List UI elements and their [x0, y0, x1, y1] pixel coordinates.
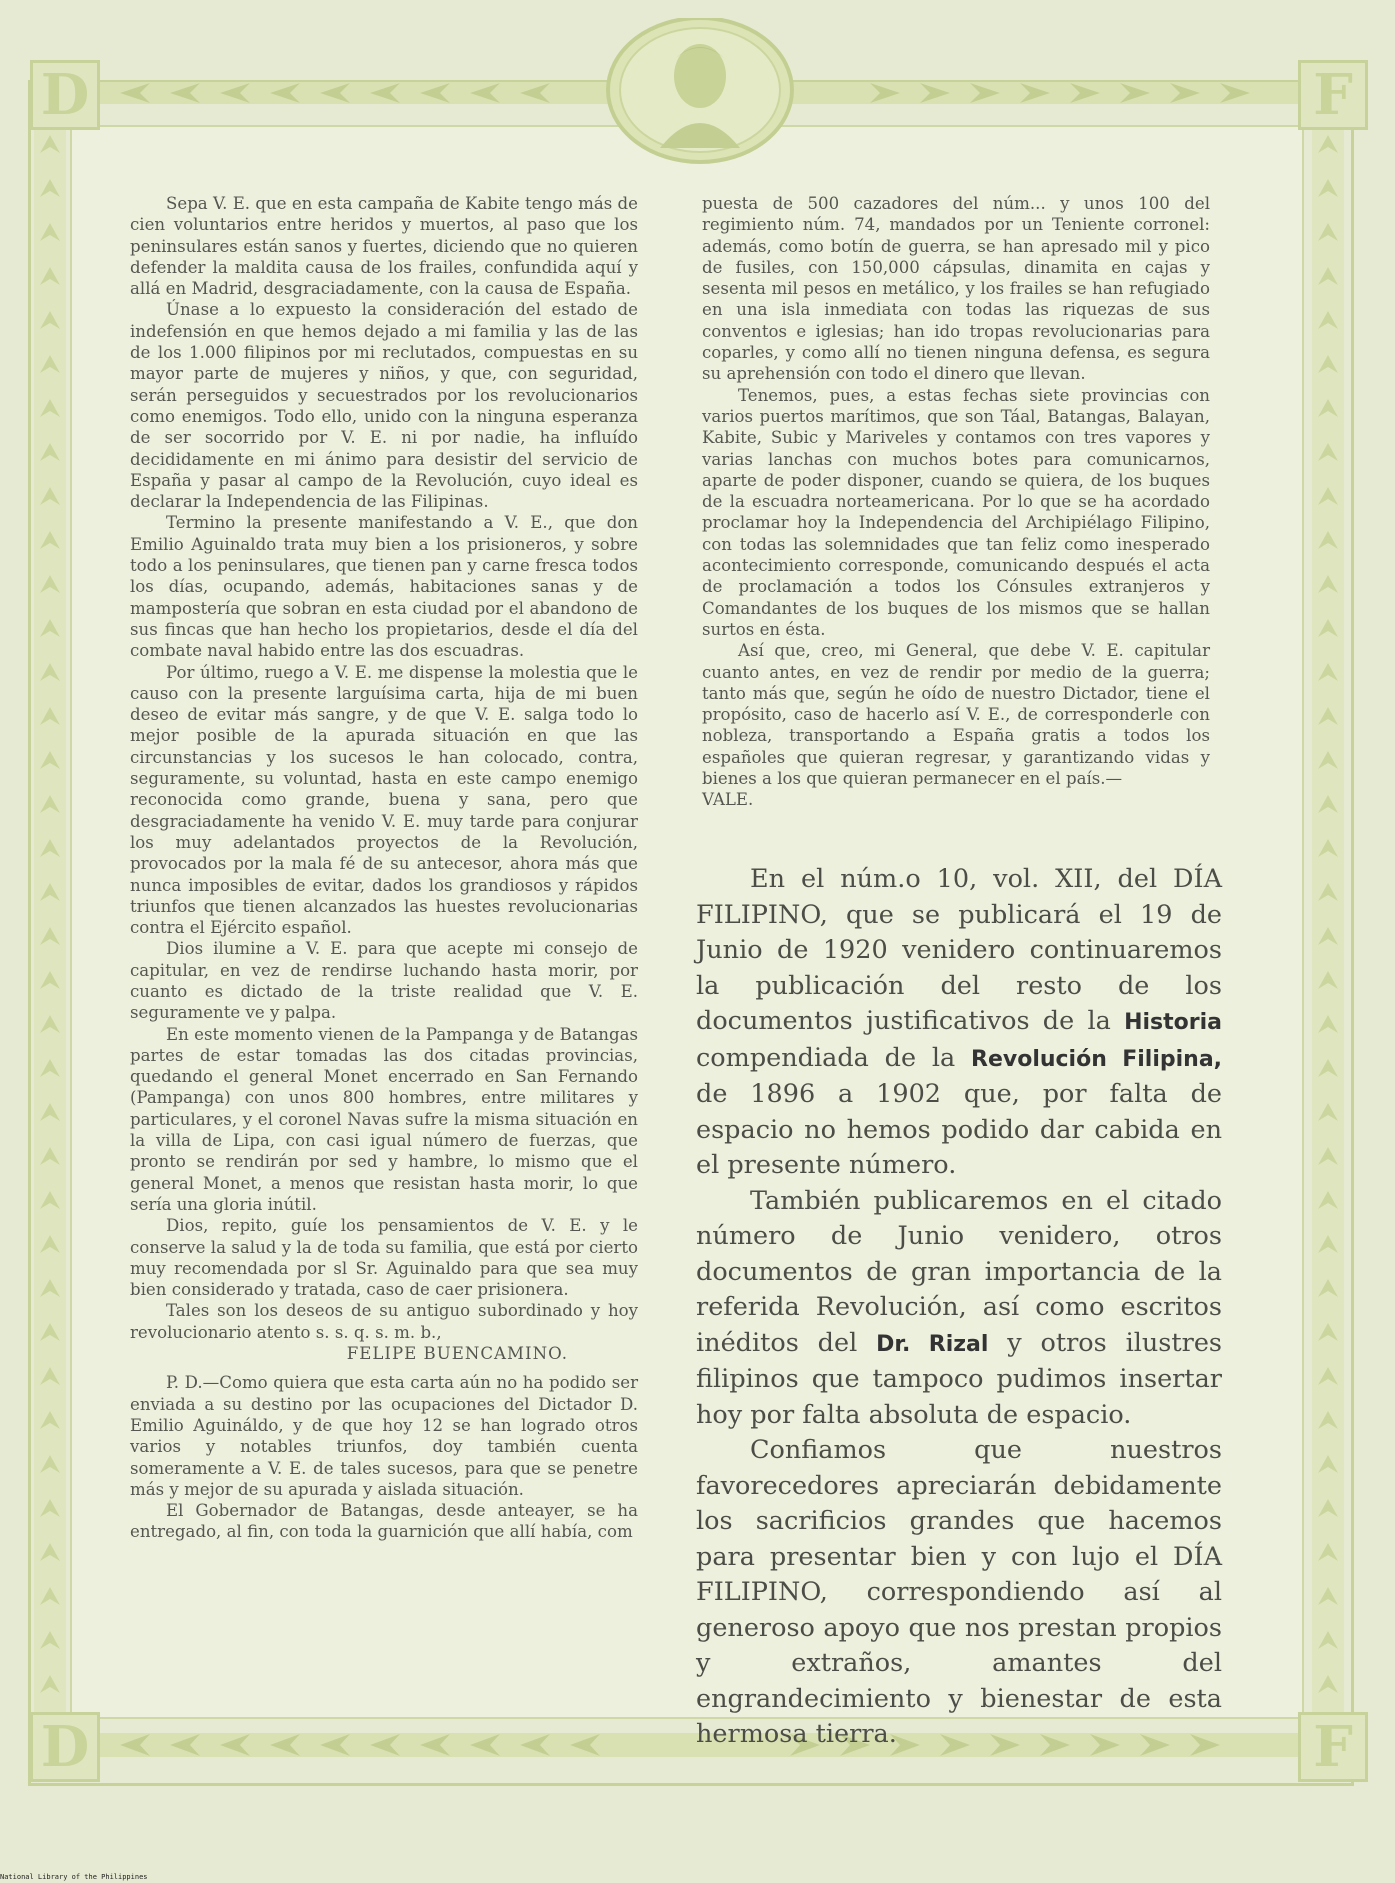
paragraph: Únase a lo expuesto la consideración del estado de indefensión en que hemos dejado a mi familia y las de las de los 1.000 filipinos por mi reclutados, compuestas en su mayor parte de mujeres y niños, y que, con seguridad, serán perseguidos y secuestrados por los revolucionarios como enemigos. Todo ello, unido con la ninguna esperanza de ser socorrido por V. E. ni por nadie, ha influído decididamente en mi ánimo para desistir del servicio de España y pasar al campo de la Revolución, cuyo ideal es declarar la Independencia de las Filipinas. — [130, 300, 638, 512]
portrait-icon — [600, 18, 800, 168]
notice-bold-text: Historia — [1124, 1010, 1222, 1035]
paragraph: Sepa V. E. que en esta campaña de Kabite tengo más de cien voluntarios entre heridos y muertos, al paso que los peninsulares están sanos y fuertes, diciendo que no quieren defender la maldita causa de los frailes, confundida aquí y allá en Madrid, desgraciadamente, con la causa de España. — [130, 194, 638, 299]
library-credit: National Library of the Philippines — [0, 1873, 148, 1881]
paragraph: Tales son los deseos de su antiguo subordinado y hoy revolucionario atento s. s. q. s. m. b., — [130, 1301, 638, 1342]
paragraph: Dios ilumine a V. E. para que acepte mi consejo de capitular, en vez de rendirse luchando hasta morir, por cuanto es dictado de la triste realidad que V. E. seguramente ve y palpa. — [130, 939, 638, 1023]
postscript-paragraph: El Gobernador de Batangas, desde anteayer, se ha entregado, al fin, con toda la guarnición que allí había, com — [130, 1501, 638, 1542]
paragraph: En este momento vienen de la Pampanga y de Batangas partes de estar tomadas las dos citadas provincias, quedando el general Monet encerrado en San Fernando (Pampanga) con unos 800 hombres, entre militares y particulares, y el coronel Navas sufre la misma situación en la villa de Lipa, con casi igual número de fuerzas, que pronto se rendirán por sed y hambre, lo mismo que el general Monet, a menos que resistan hasta morir, lo que sería una gloria inútil. — [130, 1024, 638, 1214]
right-text-column — [702, 193, 1210, 811]
paragraph: Tenemos, pues, a estas fechas siete provincias con varios puertos marítimos, que son Táal, Batangas, Balayan, Kabite, Subic y Mariveles y contamos con tres vapores y varias lanchas con muchos botes para comunicarnos, aparte de poder disponer, cuando se quiera, de los buques de la escuadra norteamericana. Por lo que se ha acordado proclamar hoy la Independencia del Archipiélago Filipino, con todas las solemnidades que tan feliz como inesperado acontecimiento corresponde, comunicando después el acta de proclamación a todos los Cónsules extranjeros y Comandantes de los buques de los mismos que se hallan surtos en ésta. — [702, 385, 1210, 639]
notice-text: compendiada de la — [696, 1042, 956, 1073]
paragraph: Por último, ruego a V. E. me dispense la molestia que le causo con la presente larguísima carta, hija de mi buen deseo de evitar más sangre, y de que V. E. salga todo lo mejor posible de la apurada situación en que las circunstancias y los sucesos le han colocado, contra, seguramente, su voluntad, hasta en este campo enemigo reconocida como grande, buena y sana, pero que desgraciadamente ha venido V. E. muy tarde para conjurar los muy adelantados proyectos de la Revolución, provocados por la mala fé de su antecesor, ahora más que nunca imposibles de evitar, dados los grandiosos y rápidos triunfos que tienen alcanzados las huestes revolucionarias contra el Ejército español. — [130, 662, 638, 938]
signature: FELIPE BUENCAMINO. — [346, 1344, 568, 1364]
notice-text: En el núm.o 10, vol. XII, del DÍA FILIPINO, que se publicará el 19 de Junio de 1920 venidero continuaremos la publicación del resto de los documentos justificativos de la — [696, 864, 1222, 1036]
paragraph: Así que, creo, mi General, que debe V. E. capitular cuanto antes, en vez de rendir por medio de la guerra; tanto más que, según he oído de nuestro Dictador, tiene el propósito, caso de hacerlo así V. E., de corresponderle con nobleza, transportando a España gratis a todos los españoles que quieran regresar, y garantizando vidas y bienes a los que quieran permanecer en el país.— — [702, 641, 1210, 789]
paragraph: Termino la presente manifestando a V. E., que don Emilio Aguinaldo trata muy bien a los prisioneros, y sobre todo a los peninsulares, que tienen pan y carne fresca todos los días, ocupando, además, habitaciones sanas y de mampostería que sobran en esta ciudad por el abandono de sus fincas que han hecho los propietarios, desde el día del combate naval habido entre las dos escuadras. — [130, 513, 638, 661]
notice-text: También publicaremos en el citado número de Junio venidero, otros documentos de gran importancia de la referida Revolución, así como escritos inéditos del — [696, 1185, 1222, 1358]
notice-text: y otros ilustres filipinos que tampoco pudimos insertar hoy por falta absoluta de espacio. — [696, 1327, 1222, 1430]
corner-letter-f-bottom: F — [1298, 1712, 1368, 1782]
publication-notice — [696, 862, 1222, 1753]
laurel-vertical-icon — [30, 125, 70, 1715]
right-laurel-strip — [1308, 125, 1348, 1715]
notice-text: de 1896 a 1902 que, por falta de espacio no hemos podido dar cabida en el presente número. — [696, 1079, 1222, 1180]
portrait-medallion — [600, 18, 800, 168]
left-text-column — [130, 193, 638, 1543]
postscript-paragraph: P. D.—Como quiera que esta carta aún no ha podido ser enviada a su destino por las ocupaciones del Dictador D. Emilio Aguináldo, y de que hoy 12 se han logrado otros varios y notables triunfos, doy también cuenta someramente a V. E. de tales sucesos, para que se penetre más y mejor de su apurada y aislada situación. — [130, 1373, 638, 1499]
notice-paragraph — [696, 1184, 1222, 1434]
corner-letter-d: D — [30, 60, 100, 130]
notice-paragraph: Confiamos que nuestros favorecedores apreciarán debidamente los sacrificios grandes que hacemos para presentar bien y con lujo el DÍA FILIPINO, correspondiendo así al generoso apoyo que nos prestan propios y extraños, amantes del engrandecimiento y bienestar de esta hermosa tierra. — [696, 1435, 1222, 1749]
paragraph: Dios, repito, guíe los pensamientos de V. E. y le conserve la salud y la de toda su familia, que está por cierto muy recomendada por sl Sr. Aguinaldo para que sea muy bien considerado y tratada, caso de caer prisionera. — [130, 1216, 638, 1300]
notice-paragraph — [696, 862, 1222, 1184]
notice-bold-text: Revolución Filipina, — [971, 1046, 1223, 1072]
left-laurel-strip — [30, 125, 70, 1715]
notice-bold-text: Dr. Rizal — [876, 1331, 989, 1357]
closing: VALE. — [702, 790, 754, 810]
corner-letter-f: F — [1298, 60, 1368, 130]
corner-letter-d-bottom: D — [30, 1712, 100, 1782]
laurel-vertical-icon — [1308, 125, 1348, 1715]
paragraph: puesta de 500 cazadores del núm... y unos 100 del regimiento núm. 74, mandados por un Teniente corronel: además, como botín de guerra, se han apresado mil y pico de fusiles, con 150,000 cápsulas, dinamita en cajas y sesenta mil pesos en metálico, y los frailes se han refugiado en una isla inmediata con todas las riquezas de sus conventos e iglesias; han ido tropas revolucionarias para coparles, y como allí no tienen ninguna defensa, es segura su aprehensión con todo el dinero que llevan. — [702, 194, 1210, 384]
